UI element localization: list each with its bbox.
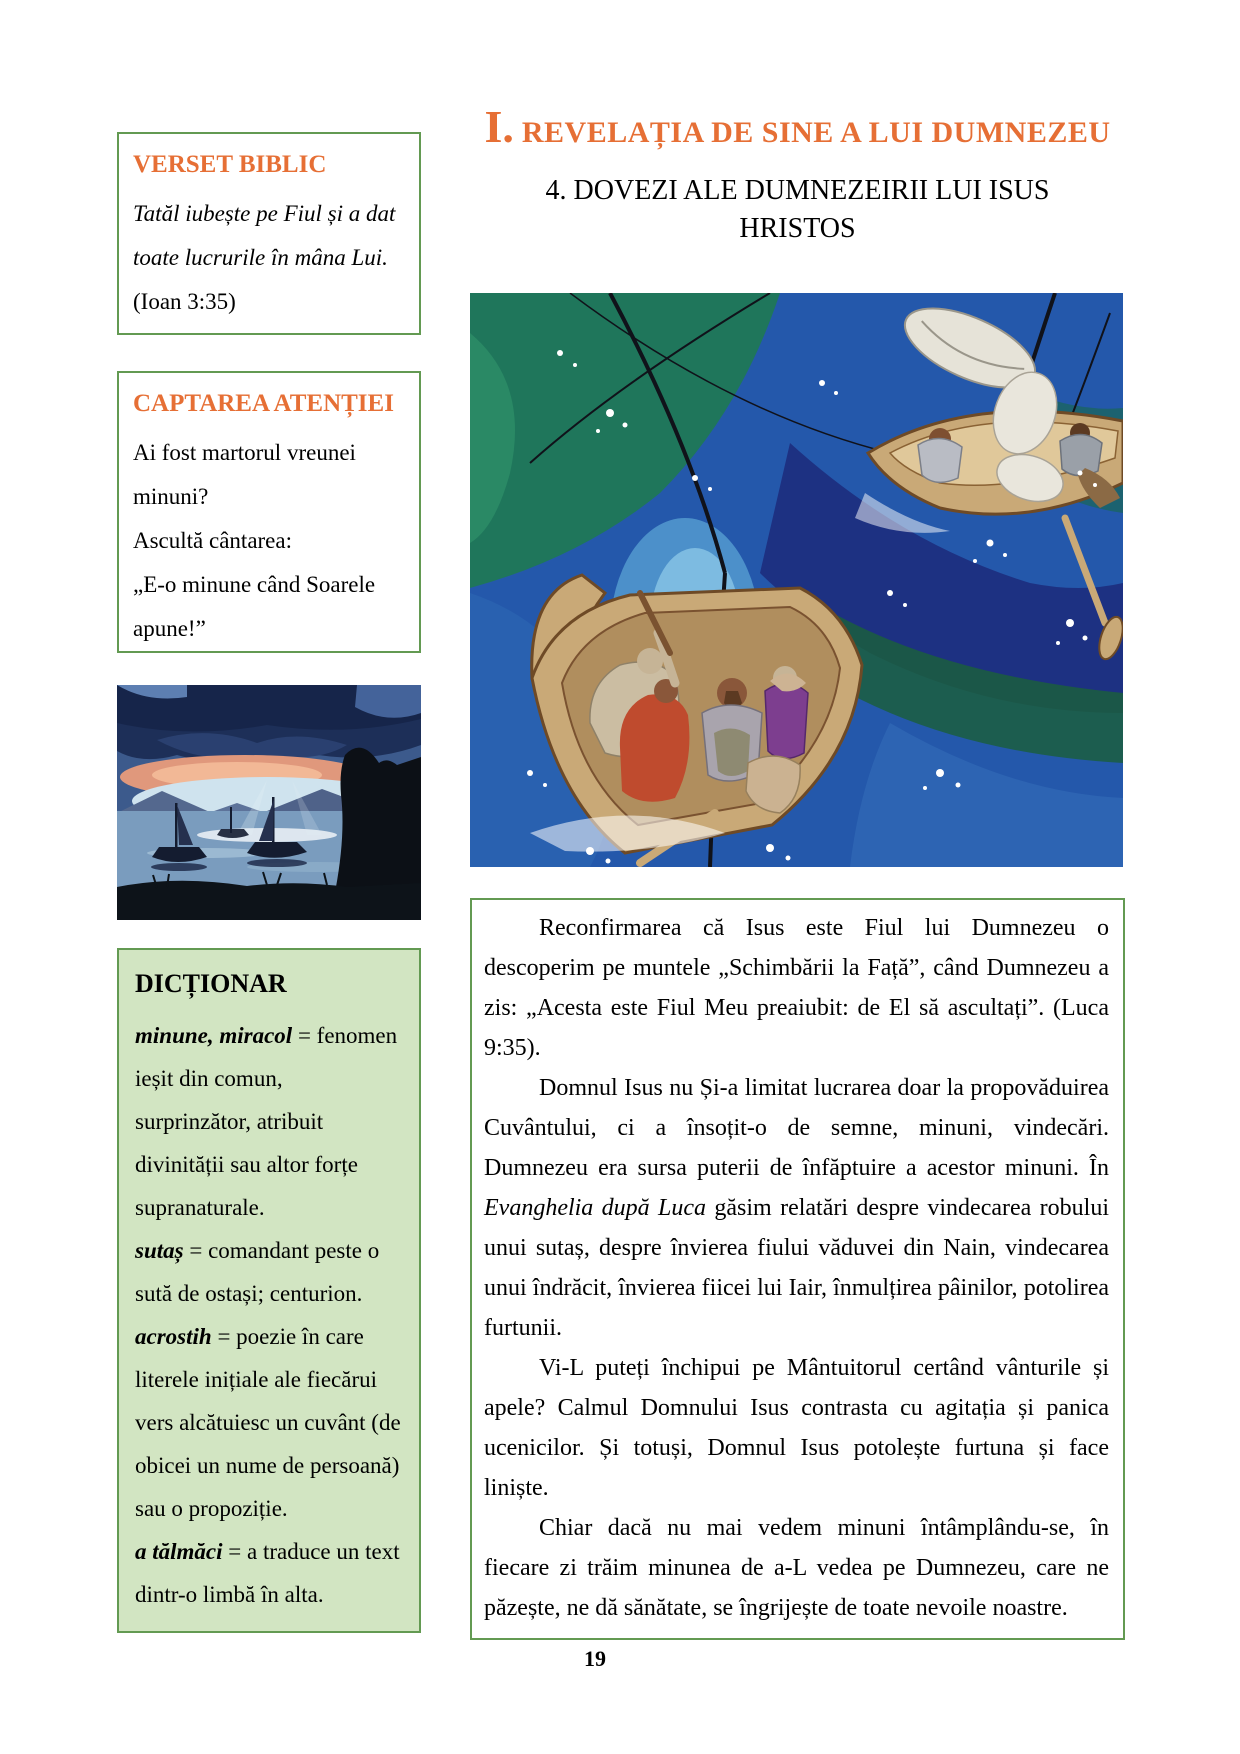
dictionary-box <box>117 948 421 1633</box>
chapter-numeral: I. <box>484 101 514 152</box>
paragraph-1: Reconfirmarea că Isus este Fiul lui Dumnezeu o descoperim pe muntele „Schimbării la Față”, când Dumnezeu a zis: „Acesta este Fiul Meu preaiubit: de El să ascultați”. (Luca 9:35). <box>484 915 1109 1061</box>
dictionary-definition: = poezie în care literele inițiale ale fiecărui vers alcătuiesc un cuvânt (de obicei un nume de persoană) sau o propoziție. <box>135 1324 401 1521</box>
dictionary-definition: = a traduce un text dintr-o limbă în alta. <box>135 1539 400 1607</box>
storm-boats-illustration <box>470 293 1123 867</box>
page-number: 19 <box>584 1646 606 1671</box>
dictionary-box-title: DICȚIONAR <box>135 969 287 998</box>
dictionary-entry <box>135 1530 403 1616</box>
dictionary-entry <box>135 1229 403 1315</box>
dictionary-term: acrostih <box>135 1324 212 1349</box>
attention-box <box>117 371 421 653</box>
dictionary-entry <box>135 1014 403 1229</box>
dictionary-definition: = comandant peste o sută de ostași; centurion. <box>135 1238 380 1306</box>
chapter-title: REVELAȚIA DE SINE A LUI DUMNEZEU <box>513 116 1111 149</box>
attention-line: Ascultă cântarea: <box>133 528 292 553</box>
paragraph-4: Chiar dacă nu mai vedem minuni întâmplându-se, în fiecare zi trăim minunea de a-L vedea pe Dumnezeu, care ne păzește, ne dă sănătate, se îngrijește de toate nevoile noastre. <box>484 1515 1109 1621</box>
attention-line: „E-o minune când Soarele apune!” <box>133 572 376 641</box>
lesson-title <box>450 172 1145 248</box>
dictionary-entry <box>135 1315 403 1530</box>
verse-box <box>117 132 421 335</box>
attention-box-title: CAPTAREA ATENȚIEI <box>133 390 394 417</box>
lesson-title-line2: HRISTOS <box>739 213 856 244</box>
attention-line: Ai fost martorul vreunei minuni? <box>133 440 356 509</box>
verse-reference: (Ioan 3:35) <box>133 289 236 314</box>
verse-box-title: VERSET BIBLIC <box>133 151 327 178</box>
dictionary-term: minune, miracol <box>135 1023 293 1048</box>
lesson-title-line1: 4. DOVEZI ALE DUMNEZEIRII LUI ISUS <box>545 175 1050 206</box>
content-box <box>470 898 1125 1640</box>
sunset-boats-illustration <box>117 685 421 920</box>
paragraph-2: Domnul Isus nu Și-a limitat lucrarea doar la propovăduirea Cuvântului, ci a însoțit-o de semne, minuni, vindecări. Dumnezeu era sursa puterii de înfăptuire a acestor minuni. În Evanghelia după Luca găsim relatări despre vindecarea robului unui sutaș, despre învierea fiului văduvei din Nain, vindecarea unui îndrăcit, învierea fiicei lui Iair, înmulțirea pâinilor, potolirea furtunii. <box>484 1075 1109 1341</box>
dictionary-definition: = fenomen ieșit din comun, surprinzător, atribuit divinității sau altor forțe supranaturale. <box>135 1023 398 1220</box>
paragraph-3: Vi-L puteți închipui pe Mântuitorul certând vânturile și apele? Calmul Domnului Isus contrasta cu agitația și panica ucenicilor. Și totuși, Domnul Isus potolește furtuna și face liniște. <box>484 1355 1109 1501</box>
dictionary-term: a tălmăci <box>135 1539 223 1564</box>
verse-quote: Tatăl iubește pe Fiul și a dat toate lucrurile în mâna Lui. <box>133 201 396 270</box>
chapter-heading <box>440 101 1155 152</box>
dictionary-term: sutaș <box>135 1238 184 1263</box>
